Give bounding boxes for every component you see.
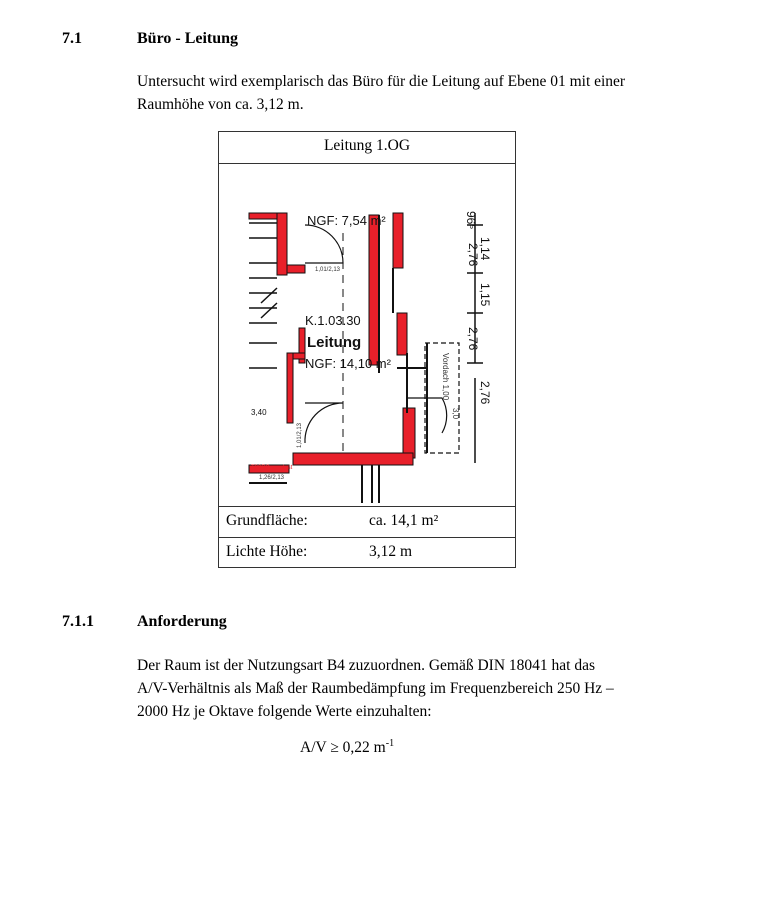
- subsection-title: Anforderung: [137, 613, 227, 630]
- plan-label-vordach-3: 3,0: [451, 408, 460, 420]
- plan-label-ngf-room: NGF: 14,10 m²: [305, 356, 391, 371]
- intro-line-1: Untersucht wird exemplarisch das Büro für die Leitung auf Ebene 01 mit einer: [137, 73, 626, 90]
- plan-dim-276a: 2,76: [466, 243, 480, 267]
- requirement-line-1: Der Raum ist der Nutzungsart B4 zuzuordnen. Gemäß DIN 18041 hat das: [137, 657, 595, 674]
- plan-dim-115: 1,15: [478, 283, 492, 307]
- plan-label-door-bottom: 1,26/2,13: [259, 475, 285, 481]
- plan-label-ngf-top: NGF: 7,54 m²: [307, 213, 386, 228]
- table-row: [219, 506, 515, 538]
- floor-plan-row: [219, 163, 515, 507]
- subsection-number: 7.1.1: [62, 613, 94, 630]
- plan-label-vordach: Vordach 1,00: [441, 353, 450, 401]
- row-value-height: 3,12 m: [369, 543, 413, 560]
- plan-dim-114: 1,14: [478, 237, 492, 261]
- requirement-line-2: A/V-Verhältnis als Maß der Raumbedämpfung im Frequenzbereich 250 Hz –: [137, 680, 614, 697]
- formula-text: A/V ≥ 0,22 m: [300, 739, 386, 756]
- formula-exponent: -1: [385, 737, 395, 749]
- floor-plan-image: [247, 203, 492, 503]
- table-row: [219, 537, 515, 568]
- section-title: Büro - Leitung: [137, 30, 239, 47]
- requirement-formula: [300, 739, 394, 757]
- table-header: Leitung 1.OG: [323, 137, 411, 154]
- intro-line-2: Raumhöhe von ca. 3,12 m.: [137, 96, 304, 113]
- row-label-area: Grundfläche:: [226, 512, 308, 529]
- plan-dim-276c: 2,76: [478, 381, 492, 405]
- table-header-row: [219, 132, 515, 164]
- plan-label-door-top: 1,01/2,13: [315, 267, 341, 273]
- row-label-height: Lichte Höhe:: [226, 543, 308, 560]
- plan-label-room-name: Leitung: [307, 334, 362, 351]
- plan-label-door-left: 1,01/2,13: [297, 422, 303, 448]
- plan-label-level: 3,40: [251, 408, 267, 417]
- row-value-area: ca. 14,1 m²: [369, 512, 439, 529]
- requirement-line-3: 2000 Hz je Oktave folgende Werte einzuhalten:: [137, 703, 432, 720]
- plan-label-room-id: K.1.03.30: [305, 313, 361, 328]
- plan-label-fire: T30RS verglast: [251, 465, 293, 471]
- room-table: [218, 131, 516, 568]
- plan-dim-276b: 2,76: [466, 327, 480, 351]
- intro-paragraph: [137, 70, 737, 116]
- plan-dim-96: 96⁵: [464, 211, 478, 230]
- section-number: 7.1: [62, 30, 82, 47]
- requirement-paragraph: [137, 654, 737, 723]
